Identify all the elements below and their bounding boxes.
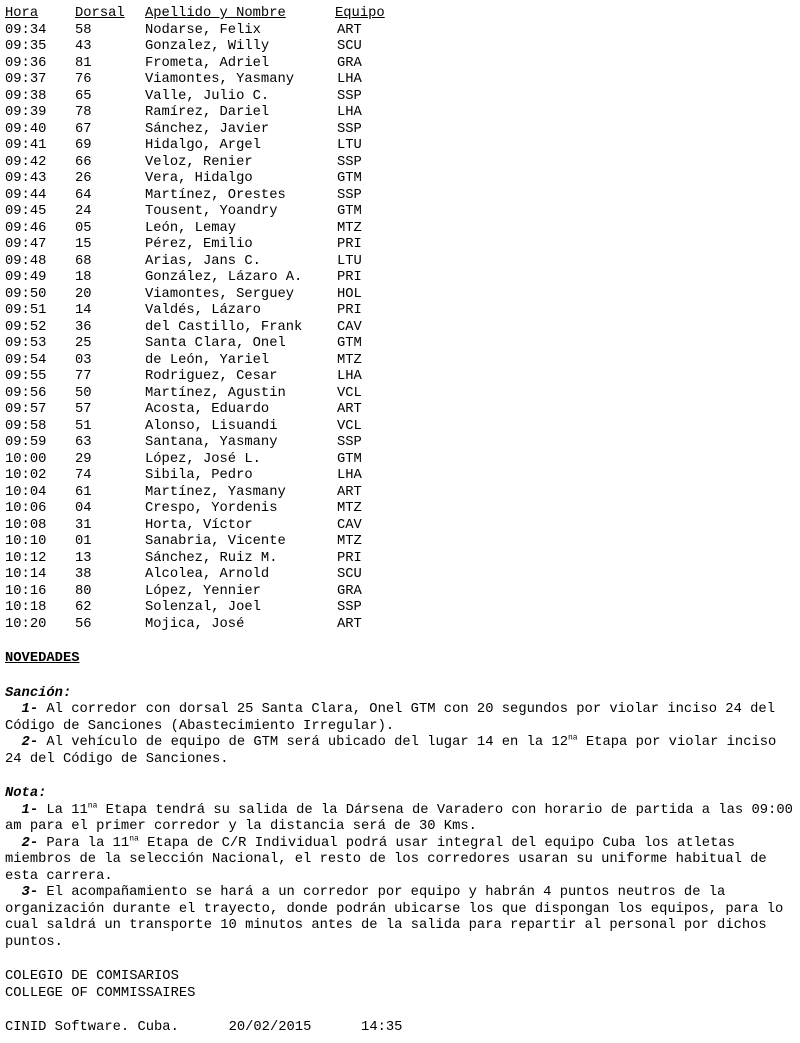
cell-bib: 04 (75, 501, 92, 516)
nota-item-3 (5, 885, 795, 951)
cell-name: Vera, Hidalgo (145, 171, 253, 186)
document-page (5, 6, 795, 1037)
item-text: Etapa de C/R Individual podrá usar integral del equipo Cuba los atletas miembros de la selección Nacional, el resto de los corredores usaran su uniforme habitual de esta carrera. (5, 835, 767, 884)
table-row (5, 452, 395, 469)
cell-team: SSP (337, 121, 362, 137)
cell-team: GTM (337, 336, 362, 351)
cell-bib: 65 (75, 88, 92, 104)
table-row (5, 287, 395, 304)
cell-bib: 58 (75, 22, 92, 38)
item-number: 2- (21, 735, 39, 750)
item-number: 3- (21, 885, 39, 900)
cell-name: de León, Yariel (145, 352, 270, 368)
cell-name: González, Lázaro A. (145, 270, 303, 285)
cell-bib: 51 (75, 418, 92, 434)
cell-bib: 24 (75, 204, 92, 219)
cell-time: 09:50 (5, 286, 47, 302)
cell-time: 10:06 (5, 501, 47, 516)
cell-time: 09:38 (5, 88, 47, 104)
cell-name: Sánchez, Javier (145, 121, 270, 137)
table-row (5, 303, 395, 320)
cell-name: Frometa, Adriel (145, 55, 270, 71)
cell-time: 09:43 (5, 171, 47, 186)
cell-time: 10:08 (5, 517, 47, 533)
cell-bib: 13 (75, 550, 92, 566)
table-row (5, 105, 395, 122)
cell-time: 09:48 (5, 253, 47, 269)
cell-bib: 18 (75, 270, 92, 285)
cell-team: HOL (337, 286, 362, 302)
footer-date: 20/02/2015 (228, 1020, 312, 1035)
cell-team: SSP (337, 154, 362, 170)
cell-time: 09:36 (5, 55, 47, 71)
cell-bib: 69 (75, 138, 92, 153)
table-row (5, 551, 395, 568)
table-row (5, 138, 395, 155)
cell-team: PRI (337, 237, 362, 252)
cell-bib: 15 (75, 237, 92, 252)
cell-name: Viamontes, Serguey (145, 286, 295, 302)
table-row (5, 23, 395, 40)
cell-team: CAV (337, 319, 362, 335)
cell-bib: 68 (75, 253, 92, 269)
cell-team: GTM (337, 451, 362, 467)
cell-name: del Castillo, Frank (145, 319, 303, 335)
cell-bib: 57 (75, 402, 92, 417)
cell-team: LHA (337, 72, 362, 87)
cell-time: 09:52 (5, 319, 47, 335)
cell-bib: 14 (75, 303, 92, 318)
cell-team: MTZ (337, 501, 362, 516)
item-text: Etapa por violar inciso 24 del Código de Sanciones. (5, 735, 777, 767)
cell-bib: 63 (75, 435, 92, 450)
cell-time: 09:57 (5, 402, 47, 417)
cell-name: Gonzalez, Willy (145, 39, 270, 54)
cell-bib: 78 (75, 105, 92, 120)
table-row (5, 336, 395, 353)
cell-bib: 29 (75, 451, 92, 467)
cell-team: ART (337, 484, 362, 500)
cell-time: 09:58 (5, 418, 47, 434)
cell-name: Crespo, Yordenis (145, 501, 278, 516)
cell-name: León, Lemay (145, 220, 237, 236)
cell-time: 09:46 (5, 220, 47, 236)
cell-name: Tousent, Yoandry (145, 204, 278, 219)
cell-time: 09:35 (5, 39, 47, 54)
item-number: 1- (21, 702, 39, 717)
table-row (5, 89, 395, 106)
item-number: 2- (21, 835, 39, 851)
table-row (5, 584, 395, 601)
table-row (5, 320, 395, 337)
item-text: La 11 (38, 802, 88, 818)
cell-bib: 20 (75, 286, 92, 302)
cell-bib: 80 (75, 583, 92, 599)
ordinal-suffix: na (568, 733, 578, 743)
ordinal-suffix: na (87, 800, 98, 810)
table-row (5, 72, 395, 89)
cell-name: Martínez, Agustin (145, 385, 286, 401)
header-time: Hora (5, 6, 39, 21)
footer-line (5, 1020, 795, 1037)
cell-name: Santa Clara, Onel (145, 336, 286, 351)
cell-bib: 26 (75, 171, 92, 186)
cell-name: López, José L. (145, 451, 261, 467)
signature-line-en: COLLEGE OF COMMISSAIRES (5, 985, 196, 1001)
cell-team: VCL (337, 385, 362, 401)
cell-name: Hidalgo, Argel (145, 138, 261, 153)
cell-time: 10:18 (5, 600, 47, 615)
cell-team: SSP (337, 600, 362, 615)
cell-time: 09:53 (5, 336, 47, 351)
cell-team: SSP (337, 187, 362, 203)
cell-team: GRA (337, 583, 362, 599)
cell-time: 10:14 (5, 567, 47, 582)
sancion-item-1 (5, 702, 795, 735)
cell-name: Alonso, Lisuandi (145, 418, 278, 434)
nota-item-2 (5, 833, 795, 886)
table-row (5, 369, 395, 386)
cell-bib: 03 (75, 352, 92, 368)
cell-team: SSP (337, 88, 362, 104)
sancion-item-2 (5, 735, 795, 768)
cell-bib: 56 (75, 616, 92, 632)
start-list-table (5, 6, 395, 633)
cell-team: MTZ (337, 534, 362, 549)
nota-item-1 (5, 800, 795, 836)
cell-time: 09:49 (5, 270, 47, 285)
cell-time: 09:37 (5, 72, 47, 87)
cell-team: SCU (337, 567, 362, 582)
item-text: Al vehículo de equipo de GTM será ubicado del lugar 14 en la 12 (38, 735, 568, 750)
table-row (5, 56, 395, 73)
table-row (5, 237, 395, 254)
item-text: Etapa tendrá su salida de la Dársena de Varadero con horario de partida a las 09:00 am para el primer corredor y la distancia será de 30 Kms. (5, 802, 793, 834)
cell-team: LTU (337, 253, 362, 269)
table-row (5, 435, 395, 452)
cell-team: CAV (337, 517, 362, 533)
cell-name: Acosta, Eduardo (145, 402, 270, 417)
cell-name: Martínez, Orestes (145, 187, 286, 203)
cell-team: SSP (337, 435, 362, 450)
footer-time: 14:35 (361, 1020, 403, 1035)
header-team: Equipo (335, 6, 385, 21)
cell-time: 09:56 (5, 385, 47, 401)
cell-time: 09:39 (5, 105, 47, 120)
cell-name: Nodarse, Felix (145, 22, 261, 38)
cell-time: 10:20 (5, 616, 47, 632)
table-row (5, 122, 395, 139)
cell-name: Ramírez, Dariel (145, 105, 270, 120)
cell-bib: 01 (75, 534, 92, 549)
cell-team: LTU (337, 138, 362, 153)
cell-time: 09:44 (5, 187, 47, 203)
table-row (5, 221, 395, 238)
cell-time: 09:41 (5, 138, 47, 153)
item-text: Al corredor con dorsal 25 Santa Clara, Onel GTM con 20 segundos por violar inciso 24 del Código de Sanciones (Abastecimiento Irregular). (5, 702, 775, 734)
cell-time: 10:00 (5, 451, 47, 467)
table-row (5, 39, 395, 56)
cell-name: Santana, Yasmany (145, 435, 278, 450)
cell-time: 09:40 (5, 121, 47, 137)
cell-team: ART (337, 616, 362, 632)
table-header-row (5, 6, 395, 23)
cell-time: 09:51 (5, 303, 47, 318)
header-name: Apellido y Nombre (145, 6, 286, 21)
cell-bib: 76 (75, 72, 92, 87)
table-row (5, 353, 395, 370)
cell-time: 10:04 (5, 484, 47, 500)
cell-name: Sanabria, Vicente (145, 534, 286, 549)
table-row (5, 485, 395, 502)
cell-team: SCU (337, 39, 362, 54)
cell-name: Martínez, Yasmany (145, 484, 286, 500)
cell-bib: 38 (75, 567, 92, 582)
cell-name: Rodriguez, Cesar (145, 369, 278, 384)
table-row (5, 171, 395, 188)
cell-name: Arias, Jans C. (145, 253, 261, 269)
table-row (5, 518, 395, 535)
cell-bib: 50 (75, 385, 92, 401)
cell-bib: 66 (75, 154, 92, 170)
cell-time: 10:12 (5, 550, 47, 566)
cell-team: VCL (337, 418, 362, 434)
nota-heading: Nota: (5, 786, 47, 801)
cell-name: Viamontes, Yasmany (145, 72, 295, 87)
cell-time: 09:45 (5, 204, 47, 219)
cell-bib: 31 (75, 517, 92, 533)
cell-bib: 36 (75, 319, 92, 335)
cell-name: López, Yennier (145, 583, 261, 599)
cell-team: MTZ (337, 220, 362, 236)
cell-time: 09:55 (5, 369, 47, 384)
cell-bib: 05 (75, 220, 92, 236)
cell-bib: 61 (75, 484, 92, 500)
cell-time: 09:54 (5, 352, 47, 368)
item-number: 1- (21, 802, 39, 818)
cell-name: Mojica, José (145, 616, 245, 632)
cell-name: Valle, Julio C. (145, 88, 270, 104)
cell-bib: 25 (75, 336, 92, 351)
cell-time: 09:59 (5, 435, 47, 450)
table-row (5, 204, 395, 221)
cell-team: GTM (337, 204, 362, 219)
header-bib: Dorsal (75, 6, 125, 21)
cell-name: Valdés, Lázaro (145, 303, 261, 318)
cell-team: LHA (337, 369, 362, 384)
cell-bib: 43 (75, 39, 92, 54)
table-row (5, 501, 395, 518)
cell-time: 10:02 (5, 468, 47, 483)
table-row (5, 567, 395, 584)
table-row (5, 617, 395, 634)
cell-name: Alcolea, Arnold (145, 567, 270, 582)
table-row (5, 386, 395, 403)
cell-team: ART (337, 22, 362, 38)
cell-team: PRI (337, 303, 362, 318)
cell-name: Sánchez, Ruiz M. (145, 550, 278, 566)
cell-name: Sibila, Pedro (145, 468, 253, 483)
cell-bib: 77 (75, 369, 92, 384)
cell-time: 09:47 (5, 237, 47, 252)
ordinal-suffix: na (129, 833, 139, 843)
cell-name: Pérez, Emilio (145, 237, 253, 252)
table-row (5, 402, 395, 419)
cell-team: GRA (337, 55, 362, 71)
cell-bib: 81 (75, 55, 92, 71)
cell-bib: 67 (75, 121, 92, 137)
cell-bib: 74 (75, 468, 92, 483)
cell-team: PRI (337, 550, 362, 566)
table-row (5, 600, 395, 617)
table-row (5, 468, 395, 485)
cell-time: 10:16 (5, 583, 47, 599)
footer-software: CINID Software. Cuba. (5, 1020, 179, 1035)
cell-time: 09:34 (5, 22, 47, 38)
cell-team: MTZ (337, 352, 362, 368)
cell-team: GTM (337, 171, 362, 186)
table-row (5, 270, 395, 287)
table-row (5, 188, 395, 205)
cell-team: LHA (337, 468, 362, 483)
signature-line-es: COLEGIO DE COMISARIOS (5, 969, 179, 984)
cell-name: Horta, Víctor (145, 517, 253, 533)
table-row (5, 254, 395, 271)
table-row (5, 419, 395, 436)
sancion-heading: Sanción: (5, 685, 72, 701)
cell-name: Solenzal, Joel (145, 600, 261, 615)
cell-bib: 62 (75, 600, 92, 615)
cell-time: 10:10 (5, 534, 47, 549)
signature-block (5, 969, 795, 1002)
cell-name: Veloz, Renier (145, 154, 253, 170)
cell-team: LHA (337, 105, 362, 120)
cell-team: PRI (337, 270, 362, 285)
table-row (5, 155, 395, 172)
novedades-title: NOVEDADES (5, 651, 80, 666)
table-row (5, 534, 395, 551)
table-body (5, 23, 395, 634)
item-text: El acompañamiento se hará a un corredor por equipo y habrán 4 puntos neutros de la organización durante el trayecto, donde podrán ubicarse los que dispongan los equipos, para lo cual saldrá un transporte 10 minutos antes de la salida para repartir al personal por dichos puntos. (5, 885, 784, 950)
item-text: Para la 11 (38, 835, 130, 851)
cell-team: ART (337, 402, 362, 417)
cell-time: 09:42 (5, 154, 47, 170)
cell-bib: 64 (75, 187, 92, 203)
